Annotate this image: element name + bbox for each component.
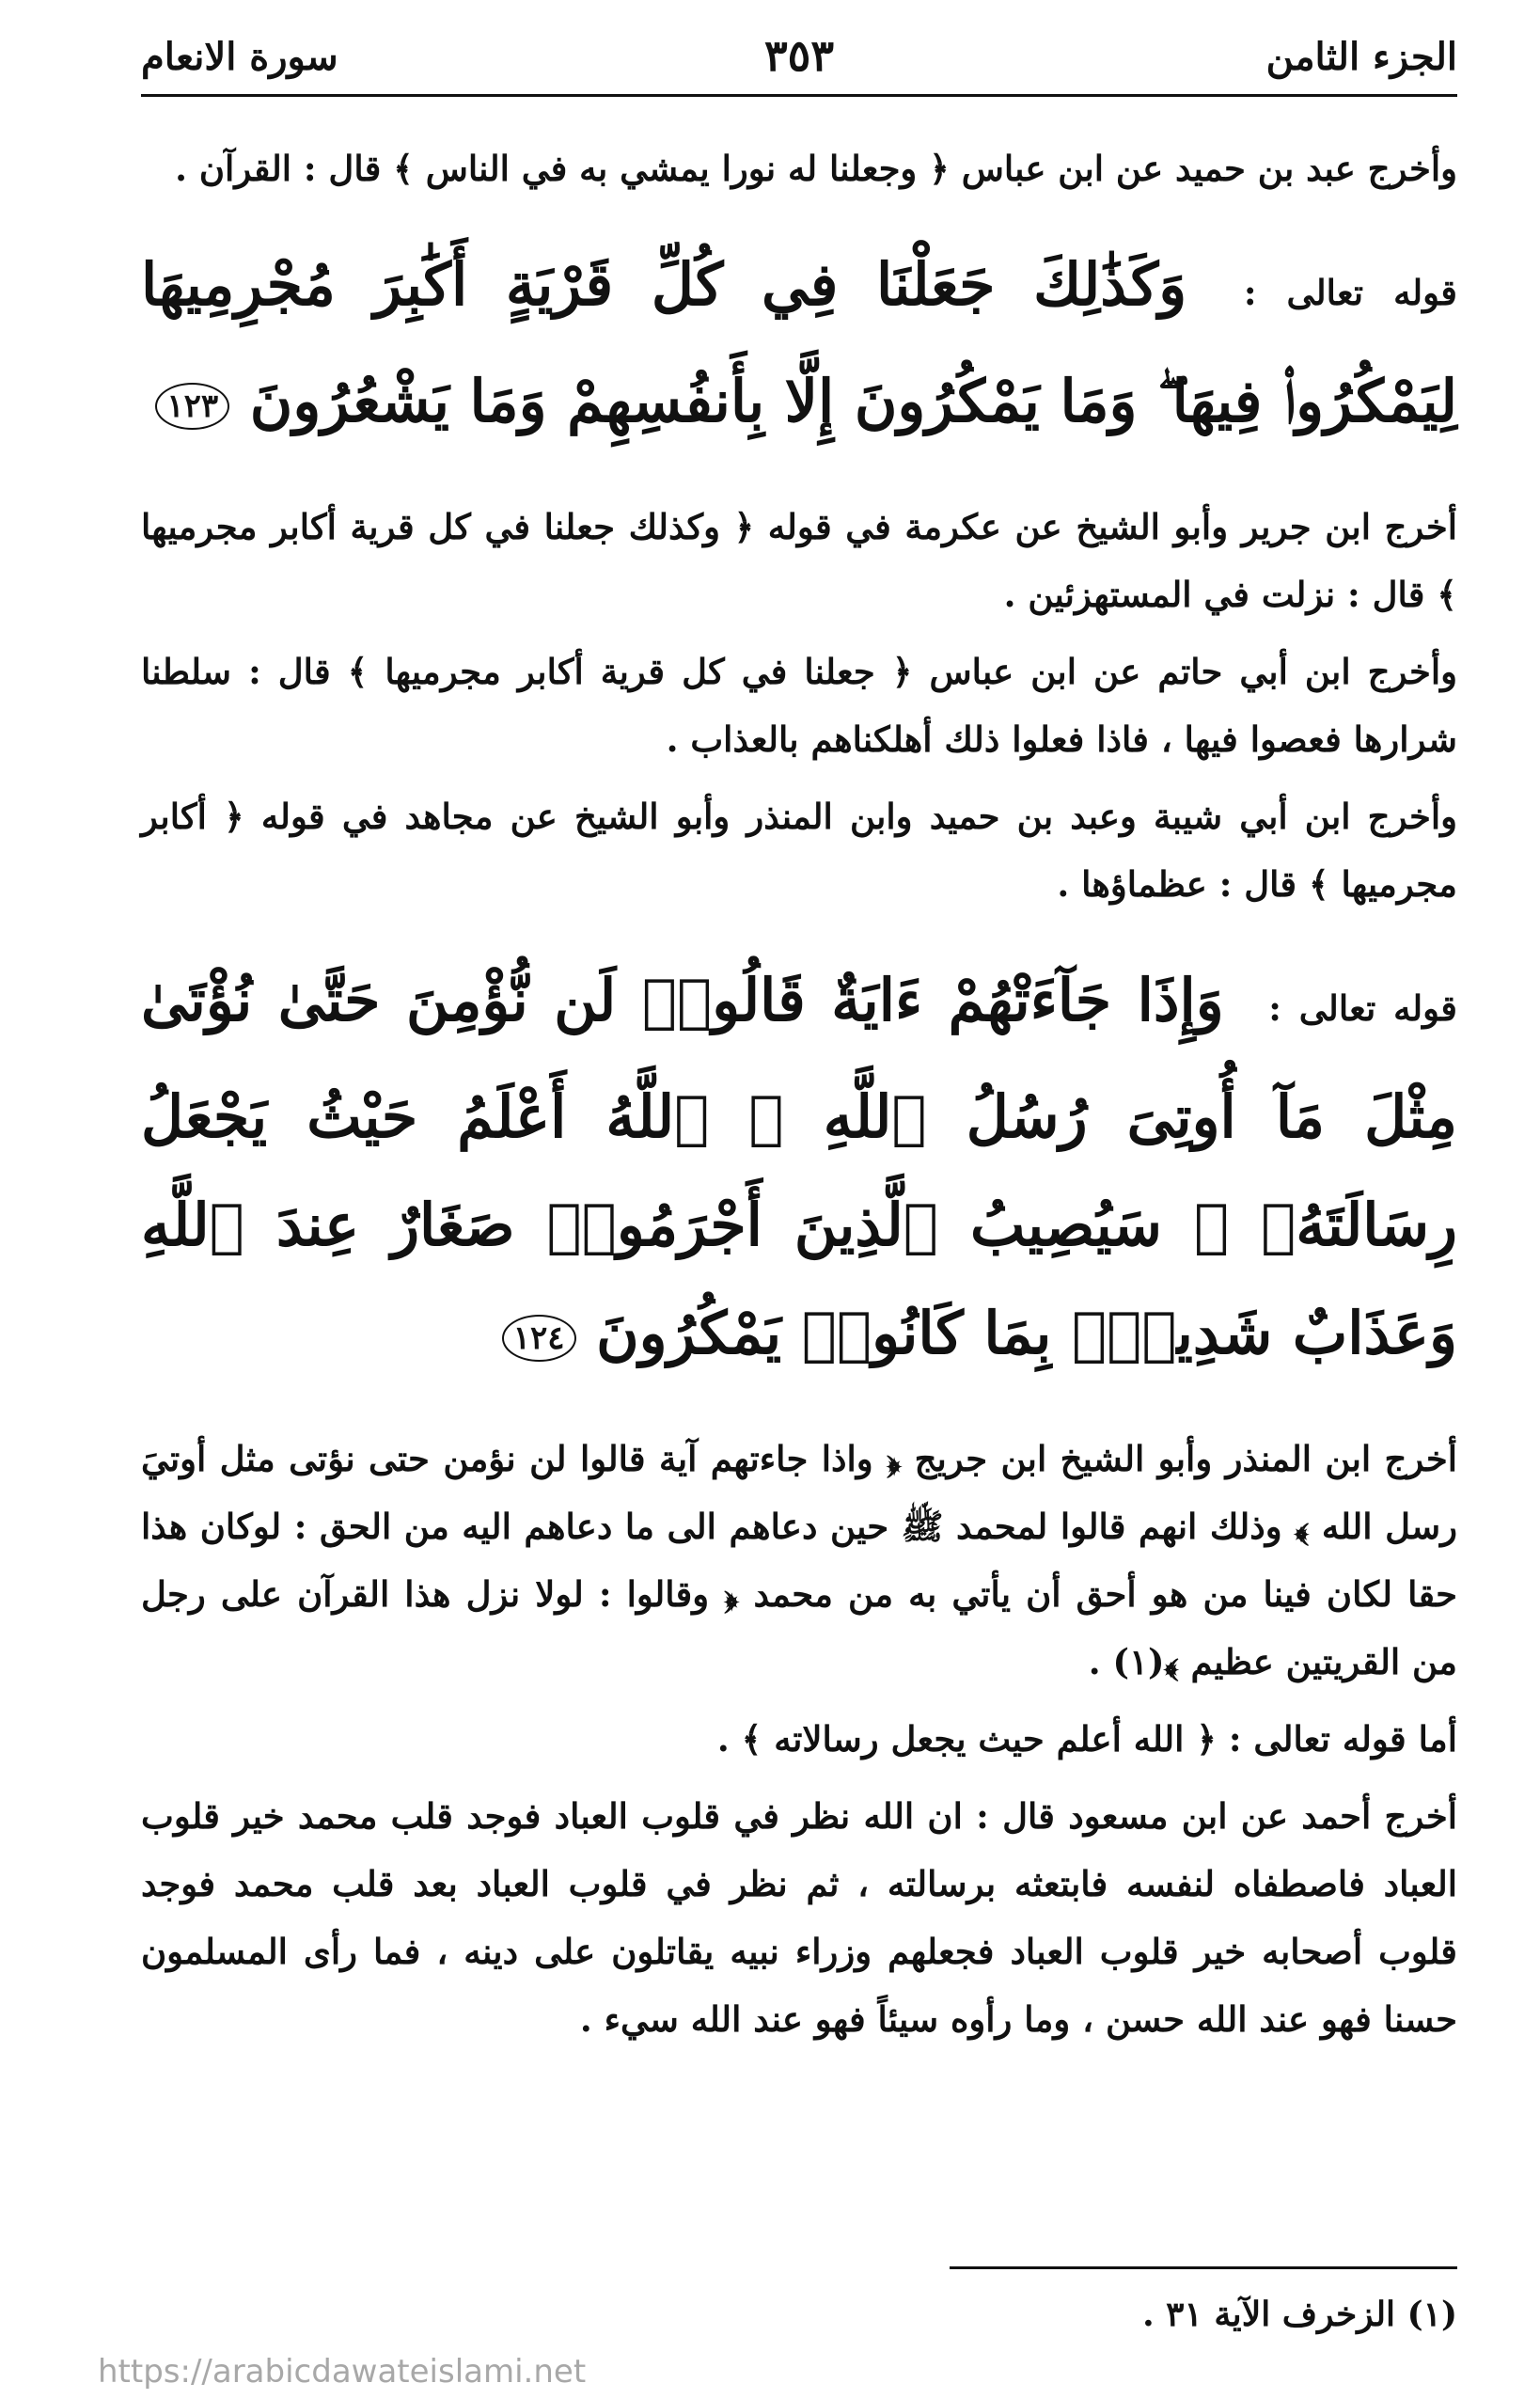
watermark-url: https://arabicdawateislami.net — [98, 2353, 587, 2391]
paragraph-3: وأخرج ابن أبي حاتم عن ابن عباس ﴿ جعلنا في كل قرية أكابر مجرميها ﴾ قال : سلطنا شرارها فعصوا فيها ، فاذا فعلوا ذلك أهلكناهم بالعذاب . — [141, 651, 1457, 760]
verse-number: ١٢٣ — [155, 383, 229, 430]
page-number: ٣٥٣ — [763, 30, 835, 81]
paragraph-6: أما قوله تعالى : ﴿ الله أعلم حيث يجعل رسالاته ﴾ . — [716, 1718, 1457, 1760]
surah-title: سورة الانعام — [141, 34, 338, 79]
verse-intro: قوله تعالى : — [1243, 272, 1457, 313]
footnote: (١) الزخرف الآية ٣١ . — [1142, 2295, 1457, 2334]
verse-intro: قوله تعالى : — [1268, 987, 1457, 1029]
paragraph-5: أخرج ابن المنذر وأبو الشيخ ابن جريج ﴿ واذا جاءتهم آية قالوا لن نؤمن حتى نؤتى مثل أوتيَ رسل الله ﴾ وذلك انهم قالوا لمحمد ﷺ حين دعاهم الى ما دعاهم اليه من الحق : لوكان هذا حقا لكان فينا من هو أحق أن يأتي به من محمد ﴿ وقالوا : لولا نزل هذا القرآن على رجل من القريتين عظيم ﴾(١) . — [141, 1438, 1457, 1682]
part-title: الجزء الثامن — [1265, 34, 1457, 79]
footnote-divider — [950, 2266, 1457, 2269]
paragraph-2: أخرج ابن جرير وأبو الشيخ عن عكرمة في قوله ﴿ وكذلك جعلنا في كل قرية أكابر مجرميها ﴾ قال : نزلت في المستهزئين . — [141, 506, 1457, 615]
quran-verse-124 — [141, 946, 1457, 1387]
verse-number: ١٢٤ — [502, 1315, 576, 1362]
page-body — [141, 134, 1457, 2053]
paragraph-4: وأخرج ابن أبي شيبة وعبد بن حميد وابن المنذر وأبو الشيخ عن مجاهد في قوله ﴿ أكابر مجرميها ﴾ قال : عظماؤها . — [141, 796, 1457, 905]
paragraph-1: وأخرج عبد بن حميد عن ابن عباس ﴿ وجعلنا له نورا يمشي به في الناس ﴾ قال : القرآن . — [175, 148, 1457, 189]
quran-verse-123 — [141, 230, 1457, 455]
paragraph-7: أخرج أحمد عن ابن مسعود قال : ان الله نظر في قلوب العباد فوجد قلب محمد خير قلوب العباد فاصطفاه لنفسه فابتعثه برسالته ، ثم نظر في قلوب العباد بعد قلب محمد فوجد قلوب أصحابه خير قلوب العباد فجعلهم وزراء نبيه يقاتلون على دينه ، فما رأى المسلمون حسنا فهو عند الله حسن ، وما رأوه سيئاً فهو عند الله سيء . — [141, 1795, 1457, 2040]
book-page — [141, 19, 1457, 2342]
page-header — [141, 19, 1457, 97]
verse-text: وَكَذَٰلِكَ جَعَلْنَا فِي كُلِّ قَرْيَةٍ أَكَٰبِرَ مُجْرِمِيهَا لِيَمْكُرُوا۟ فِيهَا ۖ وَمَا يَمْكُرُونَ إِلَّا بِأَنفُسِهِمْ وَمَا يَشْعُرُونَ — [141, 250, 1457, 435]
verse-text: وَإِذَا جَآءَتْهُمْ ءَايَةٌ قَالُوا۟ لَن نُّؤْمِنَ حَتَّىٰ نُؤْتَىٰ مِثْلَ مَآ أُوتِىَ رُسُلُ ٱللَّهِ ۘ ٱللَّهُ أَعْلَمُ حَيْثُ يَجْعَلُ رِسَالَتَهُۥ ۗ سَيُصِيبُ ٱلَّذِينَ أَجْرَمُوا۟ صَغَارٌ عِندَ ٱللَّهِ وَعَذَابٌ شَدِيدٌۢ بِمَا كَانُوا۟ يَمْكُرُونَ — [141, 966, 1457, 1367]
